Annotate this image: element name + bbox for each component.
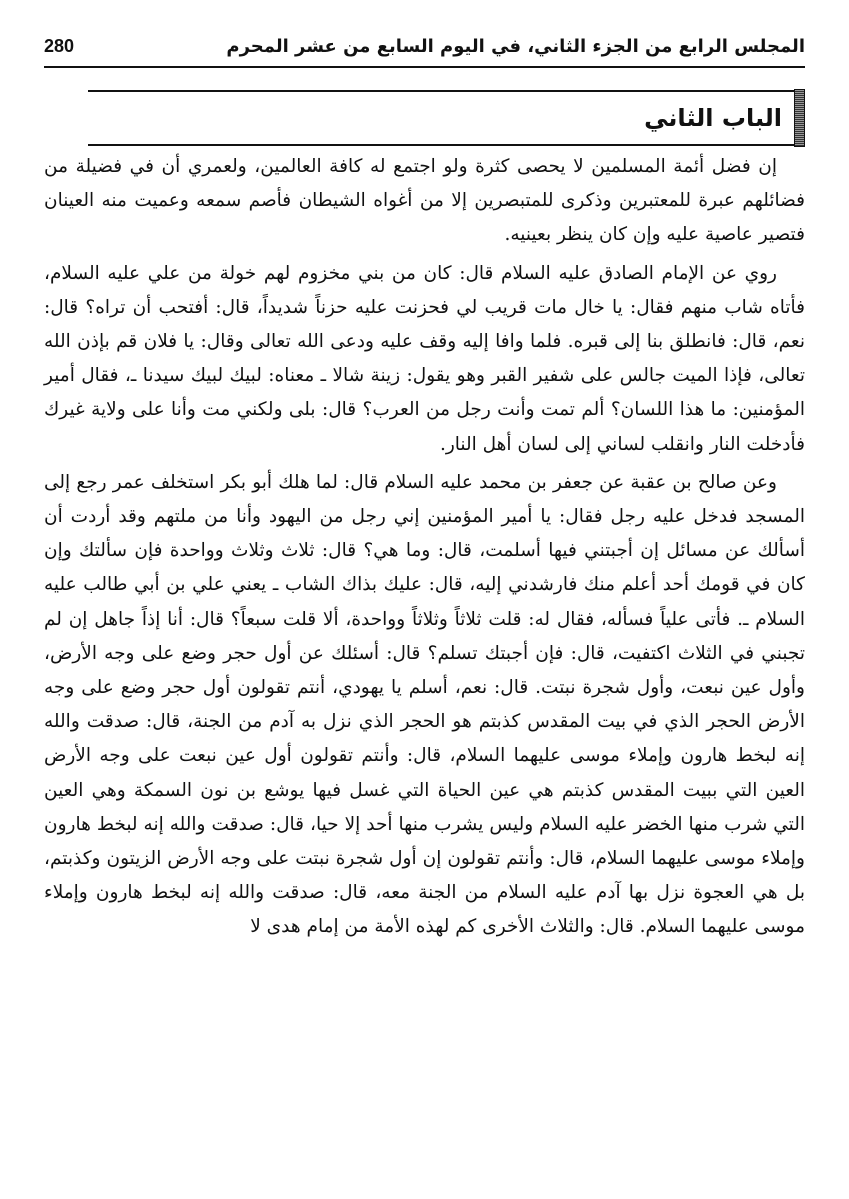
chapter-heading-shade-bar — [794, 89, 805, 147]
body-text — [44, 150, 805, 949]
page-number: 280 — [44, 35, 75, 56]
paragraph: وعن صالح بن عقبة عن جعفر بن محمد عليه السلام قال: لما هلك أبو بكر استخلف عمر رجع إلى المسجد فدخل عليه رجل فقال: يا أمير المؤمنين إني رجل من اليهود وأنا من ملتهم وقد أردت أن أسألك عن مسائل إن أجبتني فيها أسلمت، قال: وما هي؟ قال: ثلاث وثلاث وواحدة فإن سألتك وإن كان في قومك أحد أعلم منك فارشدني إليه، قال: عليك بذاك الشاب ـ يعني علي بن أبي طالب عليه السلام ـ. فأتى علياً فسأله، فقال له: قلت ثلاثاً وثلاثاً وواحدة، ألا قلت سبعاً؟ قال: أنا إذاً جاهل إن لم تجبني في الثلاث اكتفيت، قال: فإن أجبتك تسلم؟ قال: أسئلك عن أول حجر وضع على وجه الأرض، وأول عين نبعت، وأول شجرة نبتت. قال: نعم، أسلم يا يهودي، أنتم تقولون أول حجر وضع على وجه الأرض الحجر الذي في بيت المقدس كذبتم هو الحجر الذي نزل به آدم من الجنة، قال: صدقت والله إنه لبخط هارون وإملاء موسى عليهما السلام، قال: وأنتم تقولون أول عين نبعت على وجه الأرض العين التي ببيت المقدس كذبتم هي عين الحياة التي غسل فيها يوشع بن نون السمكة وهي العين التي شرب منها الخضر عليه السلام وليس يشرب منها أحد إلا حيا، قال: صدقت والله إنه لبخط هارون وإملاء موسى عليهما السلام، قال: وأنتم تقولون إن أول شجرة نبتت على وجه الأرض الزيتون وكذبتم، بل هي العجوة نزل بها آدم عليه السلام من الجنة معه، قال: صدقت والله إنه لبخط هارون وإملاء موسى عليهما السلام. قال: والثلاث الأخرى كم لهذه الأمة من إمام هدى لا — [44, 471, 806, 938]
header-divider — [44, 66, 805, 68]
chapter-title: الباب الثاني — [644, 104, 782, 132]
running-header — [44, 30, 805, 62]
paragraph: روي عن الإمام الصادق عليه السلام قال: كان من بني مخزوم لهم خولة من علي عليه السلام، فأتاه شاب منهم فقال: يا خال مات قريب لي فحزنت عليه حزناً شديداً، قال: أفتحب أن تراه؟ قال: نعم، قال: فانطلق بنا إلى قبره. فلما وافا إليه وقف عليه ودعى الله تعالى وقال: يا فلان قم بإذن الله تعالى، فإذا الميت جالس على شفير القبر وهو يقول: زينة شالا ـ معناه: لبيك لبيك سيدنا ـ، فقال أمير المؤمنين: ما هذا اللسان؟ ألم تمت وأنت رجل من العرب؟ قال: بلى ولكني مت وأنا على ولاية غيرك فأدخلت النار وانقلب لساني إلى لسان أهل النار. — [44, 262, 805, 455]
chapter-heading-frame — [88, 90, 794, 146]
chapter-heading-box — [88, 89, 805, 147]
paragraph: إن فضل أئمة المسلمين لا يحصى كثرة ولو اجتمع له كافة العالمين، ولعمري أن في فضيلة من فضائلهم عبرة للمعتبرين وذكرى للمتبصرين إلا من أغواه الشيطان فأصم سمعه وعميت منه العينان فتصير عاصية عليه وإن كان ينظر بعينيه. — [44, 156, 805, 246]
running-header-title: المجلس الرابع من الجزء الثاني، في اليوم السابع من عشر المحرم — [226, 35, 805, 57]
